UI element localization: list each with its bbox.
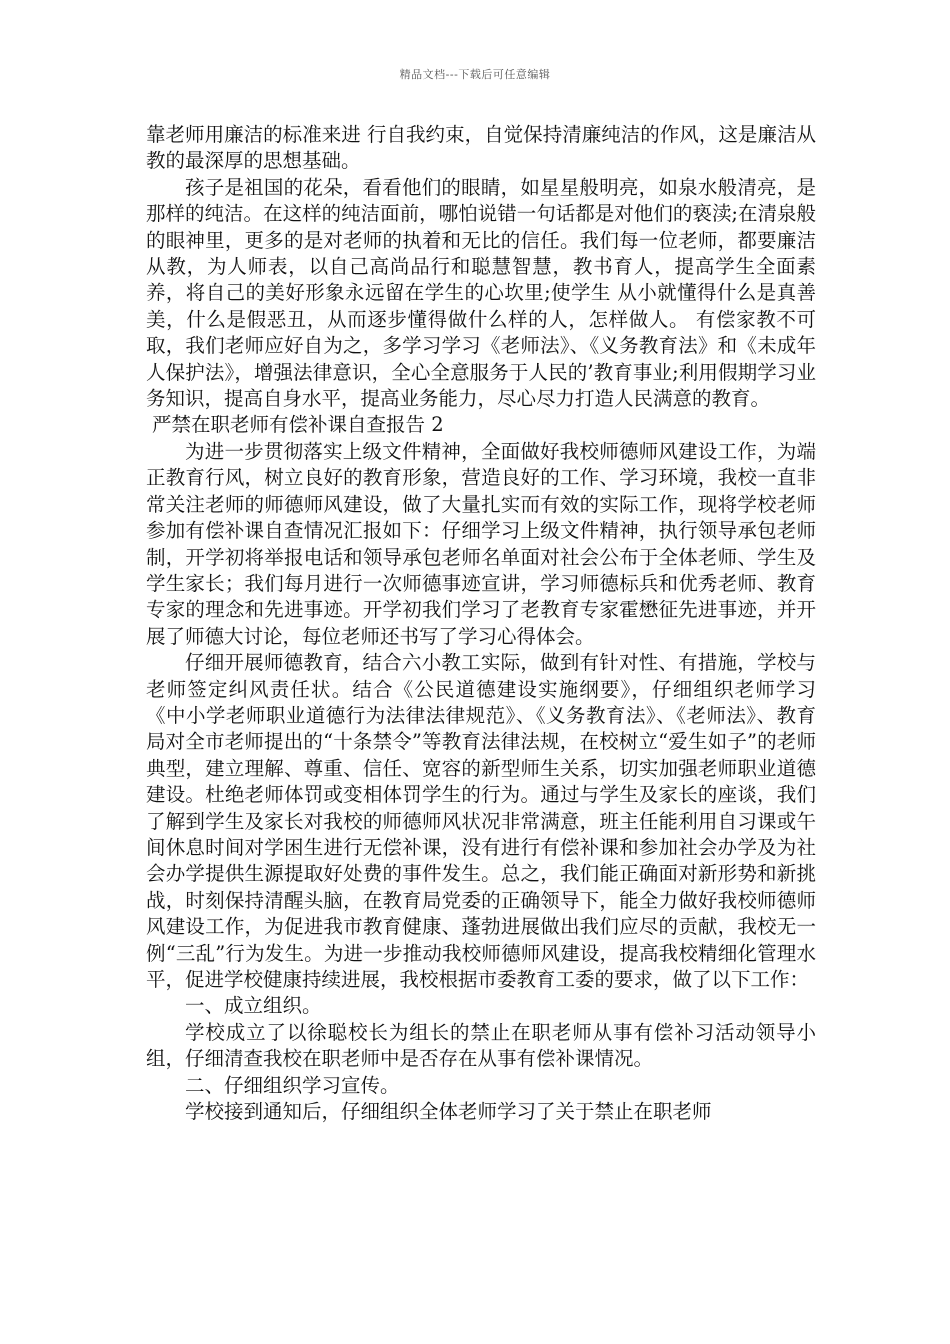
subheading: 二、仔细组织学习宣传。 [185, 1073, 400, 1097]
paragraph: 仔细开展师德教育，结合六小教工实际，做到有针对性、有措施，学校与老师签定纠风责任状。结合《公民道德建设实施纲要》，仔细组织老师学习《中小学老师职业道德行为法律法律规范》、《义务教育法》、《老师法》、教育局对全市老师提出的“十条禁令”等教育法律法规，在校树立“爱生如子”的老师典型，建立理解、尊重、信任、宽容的新型师生关系，切实加强老师职业道德建设。杜绝老师体罚或变相体罚学生的行为。通过与学生及家长的座谈，我们了解到学生及家长对我校的师德师风状况非常满意，班主任能利用自习课或午间休息时间对学困生进行无偿补课，没有进行有偿补课和参加社会办学及为社会办学提供生源提取好处费的事件发生。总之，我们能正确面对新形势和新挑战，时刻保持清醒头脑，在教育局党委的正确领导下，能全力做好我校师德师风建设工作，为促进我市教育健康、蓬勃进展做出我们应尽的贡献，我校无一例“三乱”行为发生。为进一步推动我校师德师风建设，提高我校精细化管理水平，促进学校健康持续进展，我校根据市委教育工委的要求，做了以下工作： [146, 651, 816, 991]
subheading: 一、成立组织。 [185, 994, 322, 1018]
paragraph: 为进一步贯彻落实上级文件精神，全面做好我校师德师风建设工作，为端正教育行风，树立良好的教育形象，营造良好的工作、学习环境，我校一直非常关注老师的师德师风建设，做了大量扎实而有效的实际工作，现将学校老师参加有偿补课自查情况汇报如下：仔细学习上级文件精神，执行领导承包老师制，开学初将举报电话和领导承包老师名单面对社会公布于全体老师、学生及学生家长；我们每月进行一次师德事迹宣讲，学习师德标兵和优秀老师、教育专家的理念和先进事迹。开学初我们学习了老教育专家霍懋征先进事迹，并开展了师德大讨论，每位老师还书写了学习心得体会。 [146, 439, 816, 648]
document-body [146, 122, 816, 1125]
paragraph: 靠老师用廉洁的标准来进 行自我约束，自觉保持清廉纯洁的作风，这是廉洁从教的最深厚的思想基础。 [146, 123, 816, 173]
page-header: 精品文档---下载后可任意编辑 [399, 68, 551, 81]
paragraph: 学校成立了以徐聪校长为组长的禁止在职老师从事有偿补习活动领导小组，仔细清查我校在职老师中是否存在从事有偿补课情况。 [146, 1020, 816, 1071]
paragraph: 学校接到通知后，仔细组织全体老师学习了关于禁止在职老师 [185, 1100, 712, 1124]
paragraph: 孩子是祖国的花朵，看看他们的眼睛，如星星般明亮，如泉水般清亮，是那样的纯洁。在这样的纯洁面前，哪怕说错一句话都是对他们的亵渎;在清泉般的眼神里，更多的是对老师的执着和无比的信任。我们每一位老师，都要廉洁从教，为人师表，以自己高尚品行和聪慧智慧，教书育人，提高学生全面素养，将自己的美好形象永远留在学生的心坎里;使学生 从小就懂得什么是真善美，什么是假恶丑，从而逐步懂得做什么样的人，怎样做人。 有偿家教不可取，我们老师应好自为之，多学习学习《老师法》、《义务教育法》和《未成年人保护法》，增强法律意识，全心全意服务于人民的’教育事业;利用假期学习业务知识，提高自身水平，提高业务能力，尽心尽力打造人民满意的教育。 [146, 175, 816, 411]
section-heading: 严禁在职老师有偿补课自查报告 2 [152, 413, 444, 437]
